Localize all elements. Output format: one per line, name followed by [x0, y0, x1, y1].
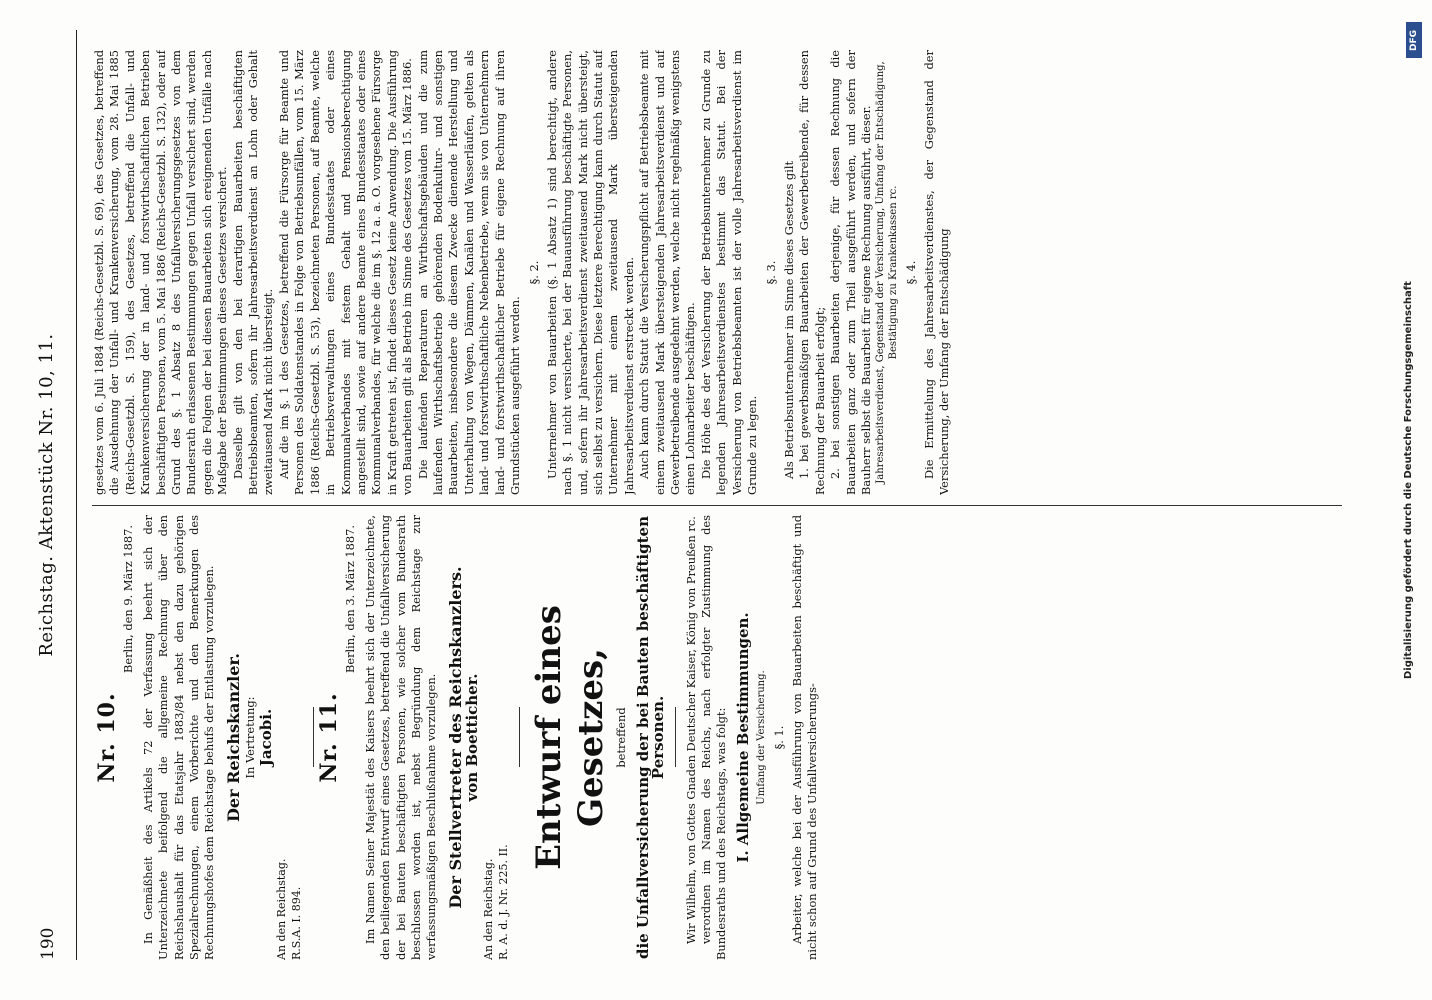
divider [675, 708, 676, 768]
signature-title-10: Der Reichskanzler. [223, 653, 243, 822]
address-11: An den Reichstag. [481, 858, 495, 960]
divider [313, 708, 314, 768]
text-paragraph: Auf die im §. 1 des Gesetzes, betreffend die Fürsorge für Beamte und Personen des Soldatenstandes in Folge von Betriebsunfällen, vom 15. März 1886 (Reichs-Gesetzbl. S. 53), bezeichneten Personen, auf Beamte, welche in Betriebsverwaltungen eines Bundesstaates oder eines Kommunalverbandes mit festem Gehalt und Pensionsberechtigung angestellt sind, sowie auf andere Beamte eines Bundesstaates oder eines Kommunalverbandes, für welche die im §. 12 a. a. O. vorgesehene Fürsorge in Kraft getreten ist, findet dieses Gesetz keine Anwendung. Die Ausführung von Bauarbeiten gilt als Betrieb im Sinne des Gesetzes vom 15. März 1886. [276, 50, 415, 495]
paragraph-sign-3: §. 3. [764, 260, 779, 285]
signature-proxy-10: In Vertretung: [243, 696, 258, 779]
page-title: Reichstag. Aktenstück Nr. 10, 11. [36, 333, 57, 657]
list-item: 1. bei gewerbsmäßigen Bauarbeiten der Gewerbetreibende, für dessen Rechnung der Bauarbeit erfolgt; [797, 50, 827, 495]
left-column [92, 515, 1342, 960]
enactment-verordnen: verordnen im Namen des Reichs, nach erfolgter Zustimmung des Bundesraths und des Reichstags, was folgt: [698, 515, 729, 960]
date-line-10: Berlin, den 9. März 1887. [121, 525, 136, 674]
address-10: An den Reichstag. [275, 858, 289, 960]
paragraph-11: Im Namen Seiner Majestät des Kaisers beehrt sich der Unterzeichnete, den beiliegenden Entwurf eines Gesetzes, betreffend die Unfallversicherung der bei Bauten beschäftigten Personen, wie solcher vom Bundesrath beschlossen worden ist, nebst Begründung dem Reichstage zur verfassungsmäßigen Beschlußnahme vorzulegen. [362, 515, 439, 960]
paragraph-sign-2: §. 2. [527, 260, 542, 285]
signature-name-10: Jacobi. [256, 708, 275, 767]
text-paragraph: Als Betriebsunternehmer im Sinne dieses Gesetzes gilt [781, 160, 796, 479]
law-title: die Unfallversicherung der bei Bauten beschäftigten Personen. [633, 516, 668, 960]
text-paragraph: Unternehmer von Bauarbeiten (§. 1 Absatz 1) sind berechtigt, andere nach §. 1 nicht versicherte, bei der Bauausführung beschäftigte Personen, und, sofern ihr Jahresarbeitsverdienst zweitausend Mark nicht übersteigt, sich selbst zu versichern. Diese letztere Berechtigung kann durch Statut auf Unternehmer mit einem zweitausend Mark übersteigenden Jahresarbeitsverdienst erstreckt werden. [544, 50, 636, 495]
signature-title-11: Der Stellvertreter des Reichskanzlers. [445, 566, 465, 909]
column-divider [92, 505, 1342, 506]
paragraph-sign-4: §. 4. [904, 260, 919, 285]
subheading-jahresarbeitsverdienst: Jahresarbeitsverdienst, Gegenstand der Versicherung, Umfang der Entschädigung, Bestätigung zu Krankenkassen rc. [875, 61, 900, 484]
reference-11: R. A. d. J. Nr. 225. II. [496, 844, 510, 960]
divider [519, 708, 520, 768]
dfg-funding-notice: Digitalisierung gefördert durch die Deutsche Forschungsgemeinschaft [1403, 281, 1414, 679]
paragraph-10: In Gemäßheit des Artikels 72 der Verfassung beehrt sich der Unterzeichnete beifolgend die allgemeine Rechnung über den Reichshaushalt für das Etatsjahr 1883/84 nebst den dazu gehörigen Spezialrechnungen, einem Vorberichte und den Bemerkungen des Rechnungshofes dem Reichstage behufs der Entlastung vorzulegen. [140, 515, 217, 960]
document-number-11: Nr. 11. [315, 692, 342, 783]
subheading-umfang: Umfang der Versicherung. [756, 670, 768, 805]
page-number: 190 [38, 927, 58, 960]
date-line-11: Berlin, den 3. März 1887. [343, 525, 358, 674]
page-header [30, 30, 77, 960]
list-item: 2. bei sonstigen Bauarbeiten derjenige, für dessen Rechnung die Bauarbeiten ganz oder zum Theil ausgeführt werden, und sofern der Bauherr selbst die Bauarbeit für eigene Rechnung ausführt, dieser. [828, 50, 873, 495]
article-1-text: Arbeiter, welche bei der Ausführung von Bauarbeiten beschäftigt und nicht schon auf Grund des Unfallversicherungs- [789, 515, 819, 960]
text-paragraph: Die Ermittelung des Jahresarbeitsverdienstes, der Gegenstand der Versicherung, der Umfang der Entschädigung [921, 50, 952, 495]
text-paragraph: Die Höhe des der Versicherung der Betriebsunternehmer zu Grunde zu legenden Jahresarbeitsverdienstes bestimmt das Statut. Bei der Versicherung von Betriebsbeamten ist der volle Jahresarbeitsverdienst im Grunde zu legen. [698, 50, 760, 495]
reference-10: R.S.A. I. 894. [290, 886, 304, 960]
paragraph-sign-1: §. 1. [772, 725, 787, 750]
section-heading-1: I. Allgemeine Bestimmungen. [733, 612, 752, 863]
dfg-logo: DFG [1406, 22, 1422, 58]
betreffend-label: betreffend [614, 707, 629, 768]
text-continuation: gesetzes vom 6. Juli 1884 (Reichs-Gesetzbl. S. 69), des Gesetzes, betreffend die Ausdehnung der Unfall- und Krankenversicherung, vom 28. Mai 1885 (Reichs-Gesetzbl. S. 159), des Gesetzes, betreffend die Unfall- und Krankenversicherung der in land- und forstwirthschaftlichen Betrieben beschäftigten Personen, vom 5. Mai 1886 (Reichs-Gesetzbl. S. 132), oder auf Grund des §. 1 Absatz 8 des Unfallversicherungsgesetzes von dem Bundesrath erlassenen Bestimmungen gegen Unfall versichert sind, werden gegen die Folgen der bei diesen Bauarbeiten sich ereignenden Unfälle nach Maßgabe der Bestimmungen dieses Gesetzes versichert. [92, 50, 230, 495]
signature-name-11: von Boetticher. [463, 673, 482, 802]
text-paragraph: Dasselbe gilt von den bei derartigen Bauarbeiten beschäftigten Betriebsbeamten, sofern ihr Jahresarbeitsverdienst an Lohn oder Gehalt zweitausend Mark nicht übersteigt. [230, 50, 276, 495]
text-paragraph: Auch kann durch Statut die Versicherungspflicht auf Betriebsbeamte mit einem zweitausend Mark übersteigenden Jahresarbeitsverdienst und auf Gewerbetreibende ausgedehnt werden, welche nicht regelmäßig wenigstens einen Lohnarbeiter beschäftigen. [637, 50, 698, 495]
law-draft-heading: Entwurf eines Gesetzes, [529, 605, 612, 870]
right-column [92, 50, 1342, 495]
text-paragraph: Die laufenden Reparaturen an Wirthschaftsgebäuden und die zum laufenden Wirthschaftsbetrieb gehörenden Bodenkultur- und sonstigen Bauarbeiten, insbesondere die diesem Zwecke dienende Herstellung und Unterhaltung von Wegen, Dämmen, Kanälen und Wasserläufen, gelten als land- und forstwirthschaftliche Nebenbetriebe, wenn sie von Unternehmern land- und forstwirthschaftlicher Betriebe für eigene Rechnung auf ihren Grundstücken ausgeführt werden. [415, 50, 522, 495]
document-number-10: Nr. 10. [94, 692, 120, 783]
enactment-wir: Wir Wilhelm, von Gottes Gnaden Deutscher Kaiser, König von Preußen rc. [683, 516, 698, 944]
